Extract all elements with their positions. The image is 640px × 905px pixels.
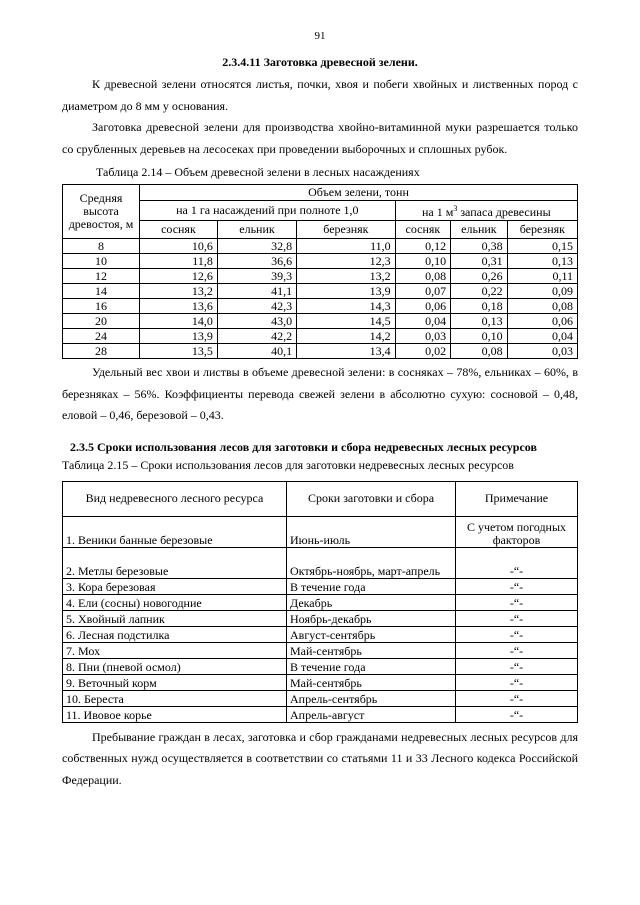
table-row xyxy=(63,516,578,547)
table-cell: 8 xyxy=(63,239,140,254)
table-cell: Июнь-июль xyxy=(287,516,456,547)
table-cell: -“- xyxy=(456,547,578,578)
table-row xyxy=(63,610,578,626)
table-row xyxy=(63,269,578,284)
table-cell: С учетом погодных факторов xyxy=(456,516,578,547)
col-header-per-hectare: на 1 га насаждений при полноте 1,0 xyxy=(140,201,396,221)
table-cell: 14,2 xyxy=(297,329,396,344)
table-row xyxy=(63,344,578,359)
table-cell: 0,04 xyxy=(507,329,577,344)
table-cell: 20 xyxy=(63,314,140,329)
table-cell: 1. Веники банные березовые xyxy=(63,516,287,547)
table-cell: 5. Хвойный лапник xyxy=(63,610,287,626)
table-cell: 14,3 xyxy=(297,299,396,314)
table-cell: В течение года xyxy=(287,658,456,674)
table-cell: 0,06 xyxy=(507,314,577,329)
table-cell: 12,3 xyxy=(297,254,396,269)
table-cell: -“- xyxy=(456,690,578,706)
table-cell: 11. Ивовое корье xyxy=(63,706,287,722)
table-cell: 32,8 xyxy=(217,239,296,254)
table-cell: 41,1 xyxy=(217,284,296,299)
table-cell: 0,38 xyxy=(451,239,508,254)
table-cell: 0,08 xyxy=(507,299,577,314)
table-cell: 14,5 xyxy=(297,314,396,329)
col-header-green-volume: Объем зелени, тонн xyxy=(140,185,578,201)
table-cell: 9. Веточный корм xyxy=(63,674,287,690)
table-cell: -“- xyxy=(456,674,578,690)
table-row xyxy=(63,284,578,299)
table-row xyxy=(63,314,578,329)
table-cell: Декабрь xyxy=(287,594,456,610)
table-cell: -“- xyxy=(456,642,578,658)
table-2-15-caption: Таблица 2.15 – Сроки использования лесов для заготовки недревесных лесных ресурсов xyxy=(62,457,514,472)
table-cell: 0,03 xyxy=(395,329,451,344)
table-cell: 3. Кора березовая xyxy=(63,578,287,594)
table-row xyxy=(63,239,578,254)
table-cell: 10,6 xyxy=(140,239,218,254)
col-header-per-cubic-meter-post: запаса древесины xyxy=(457,205,551,219)
table-cell: 13,2 xyxy=(297,269,396,284)
table-cell: 10 xyxy=(63,254,140,269)
table-cell: 11,0 xyxy=(297,239,396,254)
table-cell: -“- xyxy=(456,594,578,610)
superscript: 3 xyxy=(453,204,458,213)
table-cell: 13,9 xyxy=(297,284,396,299)
table-cell: 14,0 xyxy=(140,314,218,329)
table-cell: 12,6 xyxy=(140,269,218,284)
table-row xyxy=(63,329,578,344)
table-cell: 39,3 xyxy=(217,269,296,284)
page-content xyxy=(62,54,578,791)
paragraph-closing: Пребывание граждан в лесах, заготовка и сбор гражданами недревесных лесных ресурсов для собственных нужд осуществляется в соответствии со статьями 11 и 33 Лесного кодекса Российской Федерации. xyxy=(62,729,578,787)
col-header-resource: Вид недревесного лесного ресурса xyxy=(63,481,287,516)
table-2-15-body xyxy=(63,516,578,722)
table-cell: 12 xyxy=(63,269,140,284)
table-cell: 0,15 xyxy=(507,239,577,254)
table-cell: 0,10 xyxy=(451,329,508,344)
table-cell: Апрель-сентябрь xyxy=(287,690,456,706)
table-cell: 7. Мох xyxy=(63,642,287,658)
table-cell: -“- xyxy=(456,658,578,674)
table-2-14-caption: Таблица 2.14 – Объем древесной зелени в лесных насаждениях xyxy=(96,165,420,179)
table-cell: 0,06 xyxy=(395,299,451,314)
table-cell: -“- xyxy=(456,706,578,722)
table-cell: 16 xyxy=(63,299,140,314)
table-cell: Апрель-август xyxy=(287,706,456,722)
table-cell: В течение года xyxy=(287,578,456,594)
table-cell: -“- xyxy=(456,610,578,626)
table-cell: -“- xyxy=(456,626,578,642)
section-heading-2-3-4-11: 2.3.4.11 Заготовка древесной зелени. xyxy=(222,55,418,69)
table-cell: 0,26 xyxy=(451,269,508,284)
table-cell: Август-сентябрь xyxy=(287,626,456,642)
table-cell: 0,31 xyxy=(451,254,508,269)
col-header-species: березняк xyxy=(507,221,577,239)
col-header-height: Средняя высота древостоя, м xyxy=(63,185,140,239)
table-cell: 0,03 xyxy=(507,344,577,359)
page-number: 91 xyxy=(314,30,326,42)
table-cell: Май-сентябрь xyxy=(287,674,456,690)
table-2-14-body xyxy=(63,239,578,359)
table-cell: 4. Ели (сосны) новогодние xyxy=(63,594,287,610)
table-cell: 28 xyxy=(63,344,140,359)
table-row xyxy=(63,642,578,658)
table-cell: 24 xyxy=(63,329,140,344)
table-row xyxy=(63,706,578,722)
col-header-species: сосняк xyxy=(140,221,218,239)
table-cell: 0,07 xyxy=(395,284,451,299)
col-header-note: Примечание xyxy=(456,481,578,516)
table-cell: 8. Пни (пневой осмол) xyxy=(63,658,287,674)
table-cell: 42,3 xyxy=(217,299,296,314)
table-row xyxy=(63,594,578,610)
table-cell: 0,08 xyxy=(395,269,451,284)
section-heading-2-3-5: 2.3.5 Сроки использования лесов для заготовки и сбора недревесных лесных ресурсов xyxy=(70,439,537,454)
table-2-15 xyxy=(62,481,578,723)
table-2-14 xyxy=(62,184,578,359)
table-cell: 0,12 xyxy=(395,239,451,254)
table-cell: 13,5 xyxy=(140,344,218,359)
table-cell: Ноябрь-декабрь xyxy=(287,610,456,626)
col-header-per-cubic-meter xyxy=(395,201,577,221)
col-header-species: ельник xyxy=(451,221,508,239)
table-cell: Май-сентябрь xyxy=(287,642,456,658)
table-cell: 14 xyxy=(63,284,140,299)
table-row xyxy=(63,674,578,690)
table-cell: 0,09 xyxy=(507,284,577,299)
table-cell: 13,6 xyxy=(140,299,218,314)
paragraph-harvest-rules: Заготовка древесной зелени для производства хвойно-витаминной муки разрешается только со срубленных деревьев на лесосеках при проведении выборочных и сплошных рубок. xyxy=(62,120,578,156)
table-cell: 13,2 xyxy=(140,284,218,299)
table-cell: 0,11 xyxy=(507,269,577,284)
table-cell: 0,02 xyxy=(395,344,451,359)
table-row xyxy=(63,547,578,578)
table-cell: 0,13 xyxy=(507,254,577,269)
table-cell: 2. Метлы березовые xyxy=(63,547,287,578)
table-row xyxy=(63,254,578,269)
table-row xyxy=(63,578,578,594)
table-row xyxy=(63,690,578,706)
paragraph-specific-weight: Удельный вес хвои и листвы в объеме древесной зелени: в сосняках – 78%, ельниках – 60%, в березняках – 56%. Коэффициенты перевода свежей зелени в абсолютно сухую: сосновой – 0,48, еловой – 0,46, березовой – 0,43. xyxy=(62,365,578,422)
col-header-period: Сроки заготовки и сбора xyxy=(287,481,456,516)
col-header-per-cubic-meter-pre: на 1 м xyxy=(421,205,454,219)
table-cell: 13,9 xyxy=(140,329,218,344)
table-cell: 11,8 xyxy=(140,254,218,269)
table-cell: 43,0 xyxy=(217,314,296,329)
col-header-species: сосняк xyxy=(395,221,451,239)
table-row xyxy=(63,658,578,674)
table-cell: 0,22 xyxy=(451,284,508,299)
table-cell: 40,1 xyxy=(217,344,296,359)
table-cell: 42,2 xyxy=(217,329,296,344)
table-cell: Октябрь-ноябрь, март-апрель xyxy=(287,547,456,578)
table-cell: 6. Лесная подстилка xyxy=(63,626,287,642)
table-cell: 0,04 xyxy=(395,314,451,329)
col-header-species: березняк xyxy=(297,221,396,239)
table-cell: 13,4 xyxy=(297,344,396,359)
table-cell: 36,6 xyxy=(217,254,296,269)
table-cell: 0,10 xyxy=(395,254,451,269)
paragraph-definition: К древесной зелени относятся листья, почки, хвоя и побеги хвойных и лиственных пород с диаметром до 8 мм у основания. xyxy=(62,77,578,113)
col-header-species: ельник xyxy=(217,221,296,239)
table-row xyxy=(63,626,578,642)
table-row xyxy=(63,299,578,314)
table-cell: 10. Береста xyxy=(63,690,287,706)
table-cell: 0,18 xyxy=(451,299,508,314)
table-cell: -“- xyxy=(456,578,578,594)
table-cell: 0,13 xyxy=(451,314,508,329)
table-cell: 0,08 xyxy=(451,344,508,359)
